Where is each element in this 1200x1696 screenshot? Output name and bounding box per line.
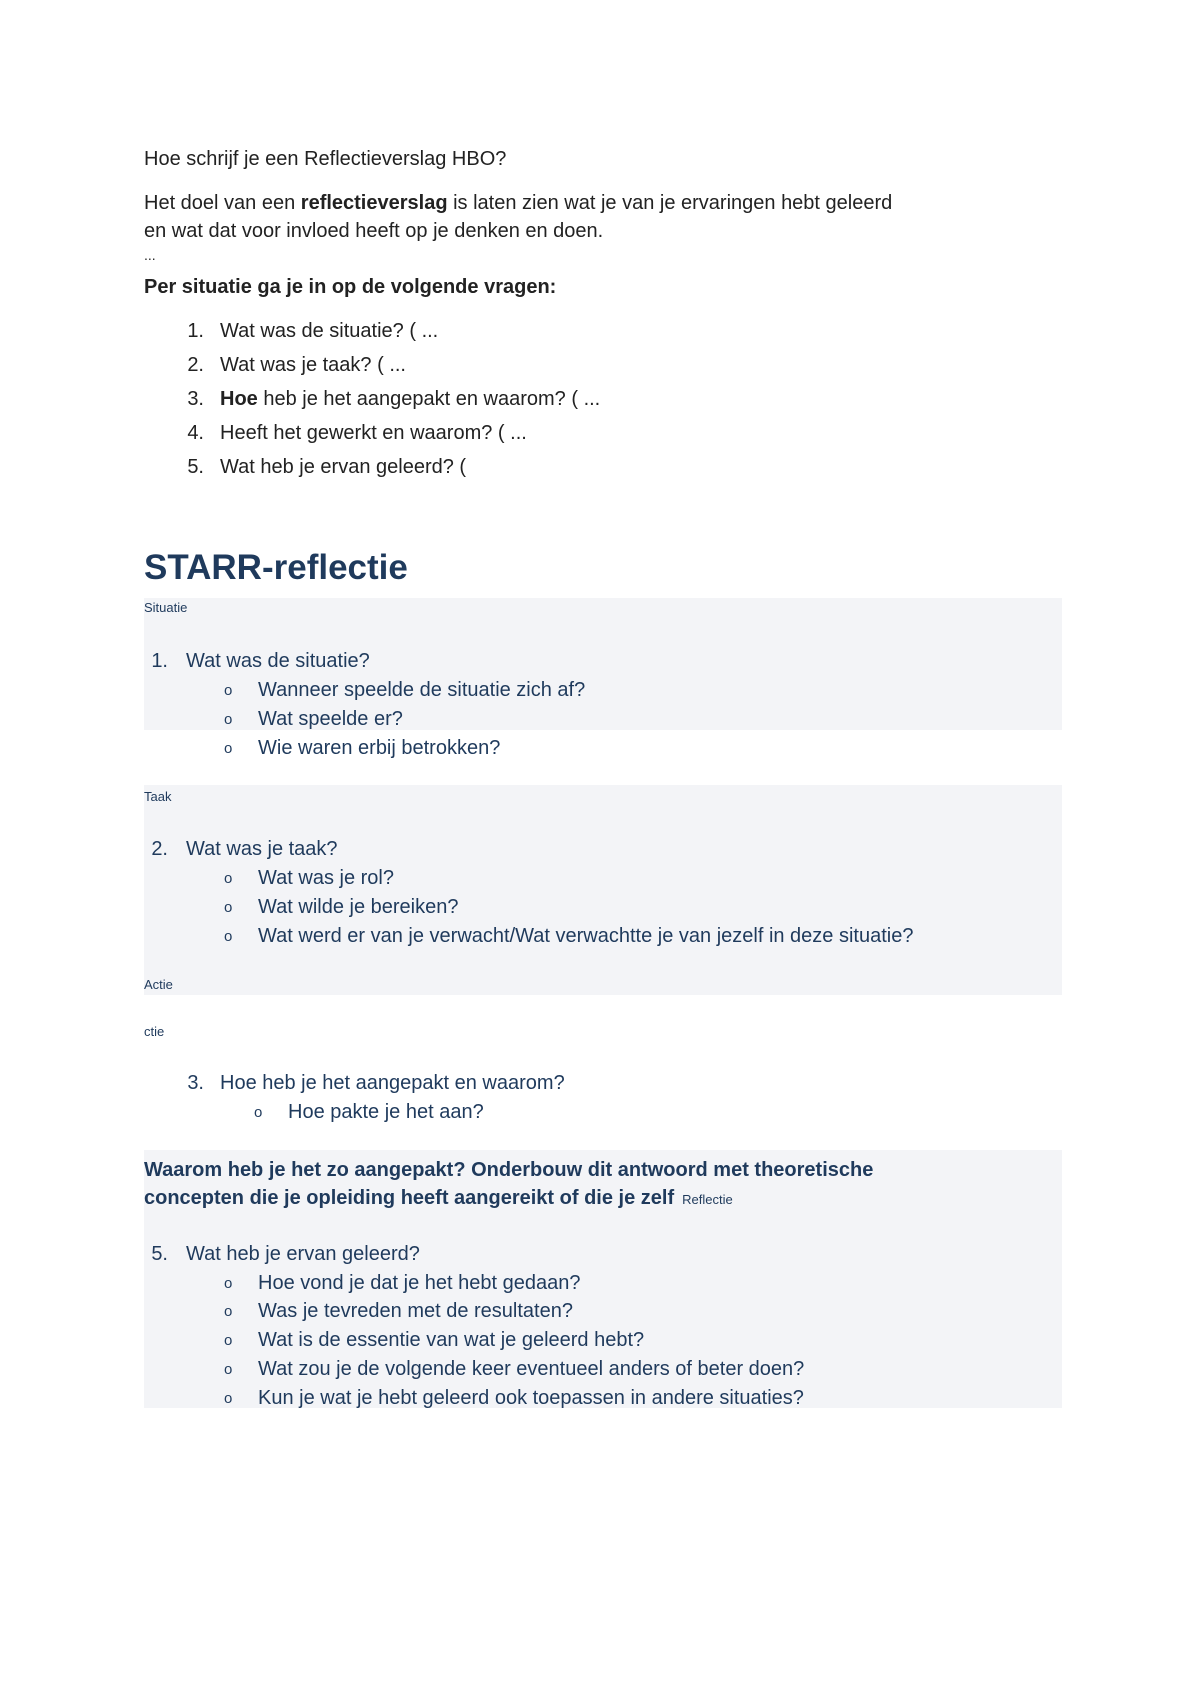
list-number: 1.	[187, 320, 204, 342]
intro-paragraph-line1	[144, 190, 892, 216]
waarom-line2-text: concepten die je opleiding heeft aangereikt of die je zelf	[144, 1187, 675, 1209]
list-text: heb je het aangepakt en waarom? ( ...	[257, 388, 601, 410]
list-text: Wat heb je ervan geleerd? (	[220, 456, 467, 478]
intro-para-start: Het doel van een	[144, 192, 301, 214]
sub-item: Hoe vond je dat je het hebt gedaan?	[258, 1272, 581, 1294]
taak-question	[148, 836, 338, 862]
bullet-icon: o	[224, 740, 233, 757]
intro-title: Hoe schrijf je een Reflectieverslag HBO?	[144, 148, 507, 170]
intro-para-bold: reflectieverslag	[300, 192, 448, 214]
bullet-icon: o	[224, 1361, 233, 1378]
reflectie-question	[148, 1241, 420, 1267]
label-actie: Actie	[144, 977, 173, 992]
sub-item: Wat speelde er?	[258, 708, 403, 730]
intro-ellipsis: ...	[144, 247, 156, 263]
actie-question	[174, 1070, 565, 1096]
sub-item: Wat zou je de volgende keer eventueel anders of beter doen?	[258, 1358, 805, 1380]
questions-heading: Per situatie ga je in op de volgende vragen:	[144, 276, 557, 298]
sub-item: Wie waren erbij betrokken?	[258, 737, 501, 759]
bullet-icon: o	[224, 711, 233, 728]
intro-para-mid: is laten zien wat je van je ervaringen hebt geleerd	[447, 192, 893, 214]
list-number: 5.	[151, 1243, 168, 1265]
bullet-icon: o	[224, 1332, 233, 1349]
list-text: Wat was de situatie? ( ...	[220, 320, 439, 342]
list-text: Wat was je taak?	[186, 838, 338, 860]
list-text: Wat heb je ervan geleerd?	[186, 1243, 420, 1265]
label-taak: Taak	[144, 789, 172, 804]
bullet-icon: o	[254, 1104, 263, 1121]
list-item	[174, 352, 406, 378]
bullet-icon: o	[224, 682, 233, 699]
list-item	[174, 420, 527, 446]
list-item	[174, 386, 600, 412]
list-number: 2.	[151, 838, 168, 860]
list-bold: Hoe	[220, 388, 258, 410]
list-number: 3.	[187, 388, 204, 410]
starr-heading: STARR-reflectie	[144, 548, 408, 587]
sub-item: Kun je wat je hebt geleerd ook toepassen in andere situaties?	[258, 1387, 804, 1409]
sub-item: Wat wilde je bereiken?	[258, 896, 459, 918]
list-item	[174, 318, 438, 344]
situatie-question	[148, 648, 370, 674]
list-number: 4.	[187, 422, 204, 444]
bullet-icon: o	[224, 1390, 233, 1407]
sub-item: Wat is de essentie van wat je geleerd hebt?	[258, 1329, 645, 1351]
bullet-icon: o	[224, 899, 233, 916]
label-actie-fragment: ctie	[144, 1024, 165, 1039]
bullet-icon: o	[224, 928, 233, 945]
sub-item: Wanneer speelde de situatie zich af?	[258, 679, 586, 701]
list-number: 3.	[187, 1072, 204, 1094]
list-text: Hoe heb je het aangepakt en waarom?	[220, 1072, 565, 1094]
waarom-line1: Waarom heb je het zo aangepakt? Onderbouw dit antwoord met theoretische	[144, 1159, 874, 1181]
sub-item: Hoe pakte je het aan?	[288, 1101, 484, 1123]
bullet-icon: o	[224, 870, 233, 887]
list-text: Heeft het gewerkt en waarom? ( ...	[220, 422, 527, 444]
bullet-icon: o	[224, 1275, 233, 1292]
list-item	[174, 454, 466, 480]
bullet-icon: o	[224, 1303, 233, 1320]
label-situatie: Situatie	[144, 600, 188, 615]
sub-item: Wat werd er van je verwacht/Wat verwachtte je van jezelf in deze situatie?	[258, 925, 914, 947]
list-number: 2.	[187, 354, 204, 376]
sub-item: Was je tevreden met de resultaten?	[258, 1300, 573, 1322]
waarom-line2	[144, 1185, 733, 1213]
list-number: 5.	[187, 456, 204, 478]
list-text: Wat was de situatie?	[186, 650, 370, 672]
intro-paragraph-line2: en wat dat voor invloed heeft op je denken en doen.	[144, 220, 604, 242]
sub-item: Wat was je rol?	[258, 867, 394, 889]
list-text: Wat was je taak? ( ...	[220, 354, 406, 376]
list-number: 1.	[151, 650, 168, 672]
label-reflectie: Reflectie	[682, 1192, 733, 1207]
